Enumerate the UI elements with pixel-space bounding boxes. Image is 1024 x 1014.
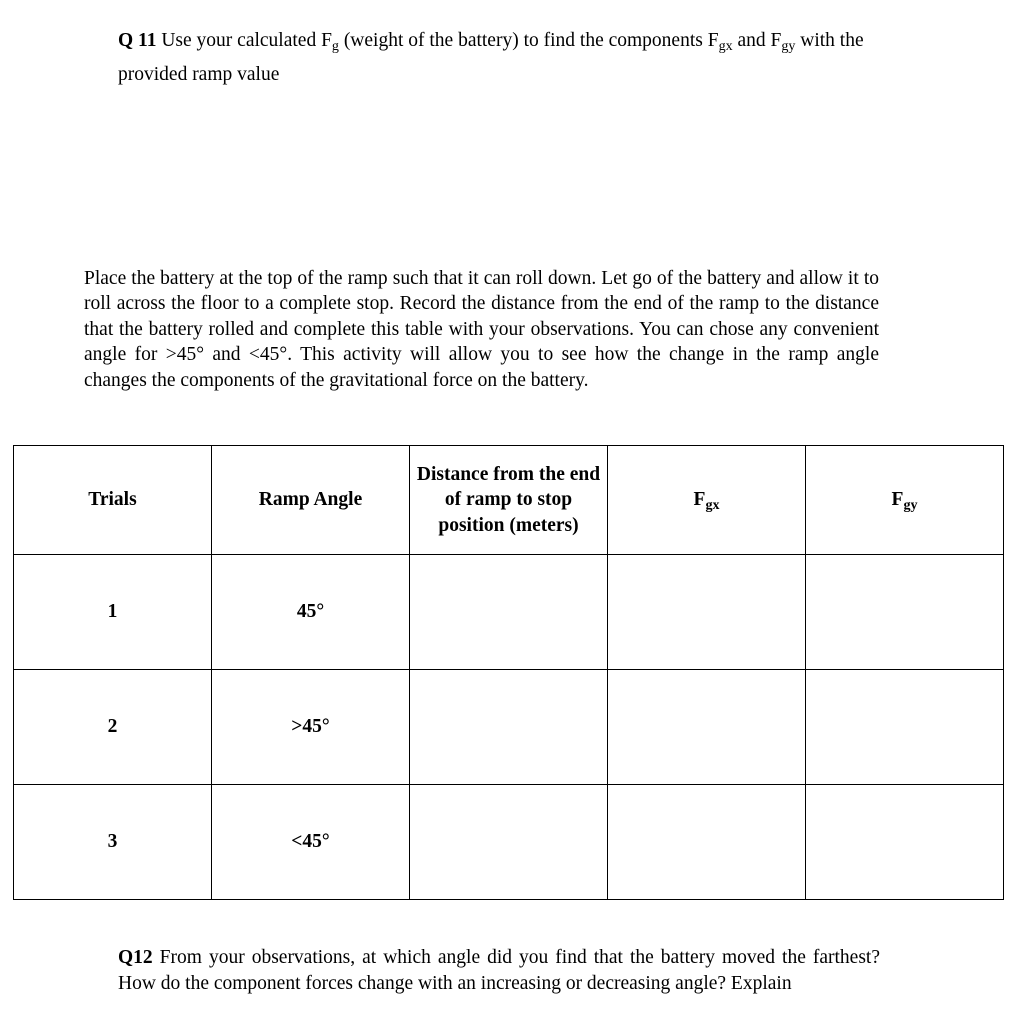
- cell-distance: [410, 785, 608, 900]
- cell-trial: 3: [14, 785, 212, 900]
- header-trials: Trials: [14, 446, 212, 555]
- table-row: [14, 670, 1004, 785]
- table-body: [14, 555, 1004, 900]
- observations-table: [13, 445, 1004, 900]
- header-fgx-subscript: gx: [705, 497, 720, 514]
- fgx-subscript: gx: [718, 37, 733, 54]
- header-fgy-base: F: [891, 489, 904, 511]
- question-12-text: From your observations, at which angle did you find that the battery moved the farthest? How do the component forces change with an increasing or decreasing angle? Explain: [118, 946, 880, 994]
- intro-paragraph: Place the battery at the top of the ramp such that it can roll down. Let go of the battery and allow it to roll across the floor to a complete stop. Record the distance from the end of the ramp to the distance that the battery rolled and complete this table with your observations. You can chose any convenient angle for >45° and <45°. This activity will allow you to see how the change in the ramp angle changes the components of the gravitational force on the battery.: [84, 267, 879, 391]
- question-11-text-1: Use your calculated F: [156, 29, 332, 51]
- cell-trial: 2: [14, 670, 212, 785]
- cell-trial: 1: [14, 555, 212, 670]
- header-fgx: [608, 446, 806, 555]
- cell-fgx: [608, 555, 806, 670]
- question-11-label: Q 11: [118, 29, 157, 51]
- cell-distance: [410, 670, 608, 785]
- question-12-label: Q12: [118, 946, 153, 968]
- question-11-text-4: with the provided ramp value: [118, 29, 864, 85]
- header-distance: Distance from the end of ramp to stop position (meters): [410, 446, 608, 555]
- table-row: [14, 555, 1004, 670]
- header-ramp-angle: Ramp Angle: [212, 446, 410, 555]
- header-fgx-base: F: [693, 489, 706, 511]
- observations-table-wrapper: [13, 445, 1004, 900]
- cell-fgy: [806, 555, 1004, 670]
- table-header-row: [14, 446, 1004, 555]
- cell-fgx: [608, 670, 806, 785]
- header-fgy: [806, 446, 1004, 555]
- question-12: [118, 945, 880, 997]
- cell-fgy: [806, 785, 1004, 900]
- table-header: [14, 446, 1004, 555]
- table-row: [14, 785, 1004, 900]
- cell-fgx: [608, 785, 806, 900]
- fg-subscript: g: [331, 37, 339, 54]
- fgy-subscript: gy: [781, 37, 796, 54]
- question-11-text-2: (weight of the battery) to find the components F: [338, 29, 719, 51]
- cell-fgy: [806, 670, 1004, 785]
- question-11-text-3: and F: [732, 29, 782, 51]
- cell-ramp-angle: >45°: [212, 670, 410, 785]
- question-11: [118, 24, 880, 92]
- cell-ramp-angle: 45°: [212, 555, 410, 670]
- cell-distance: [410, 555, 608, 670]
- cell-ramp-angle: <45°: [212, 785, 410, 900]
- header-fgy-subscript: gy: [903, 497, 918, 514]
